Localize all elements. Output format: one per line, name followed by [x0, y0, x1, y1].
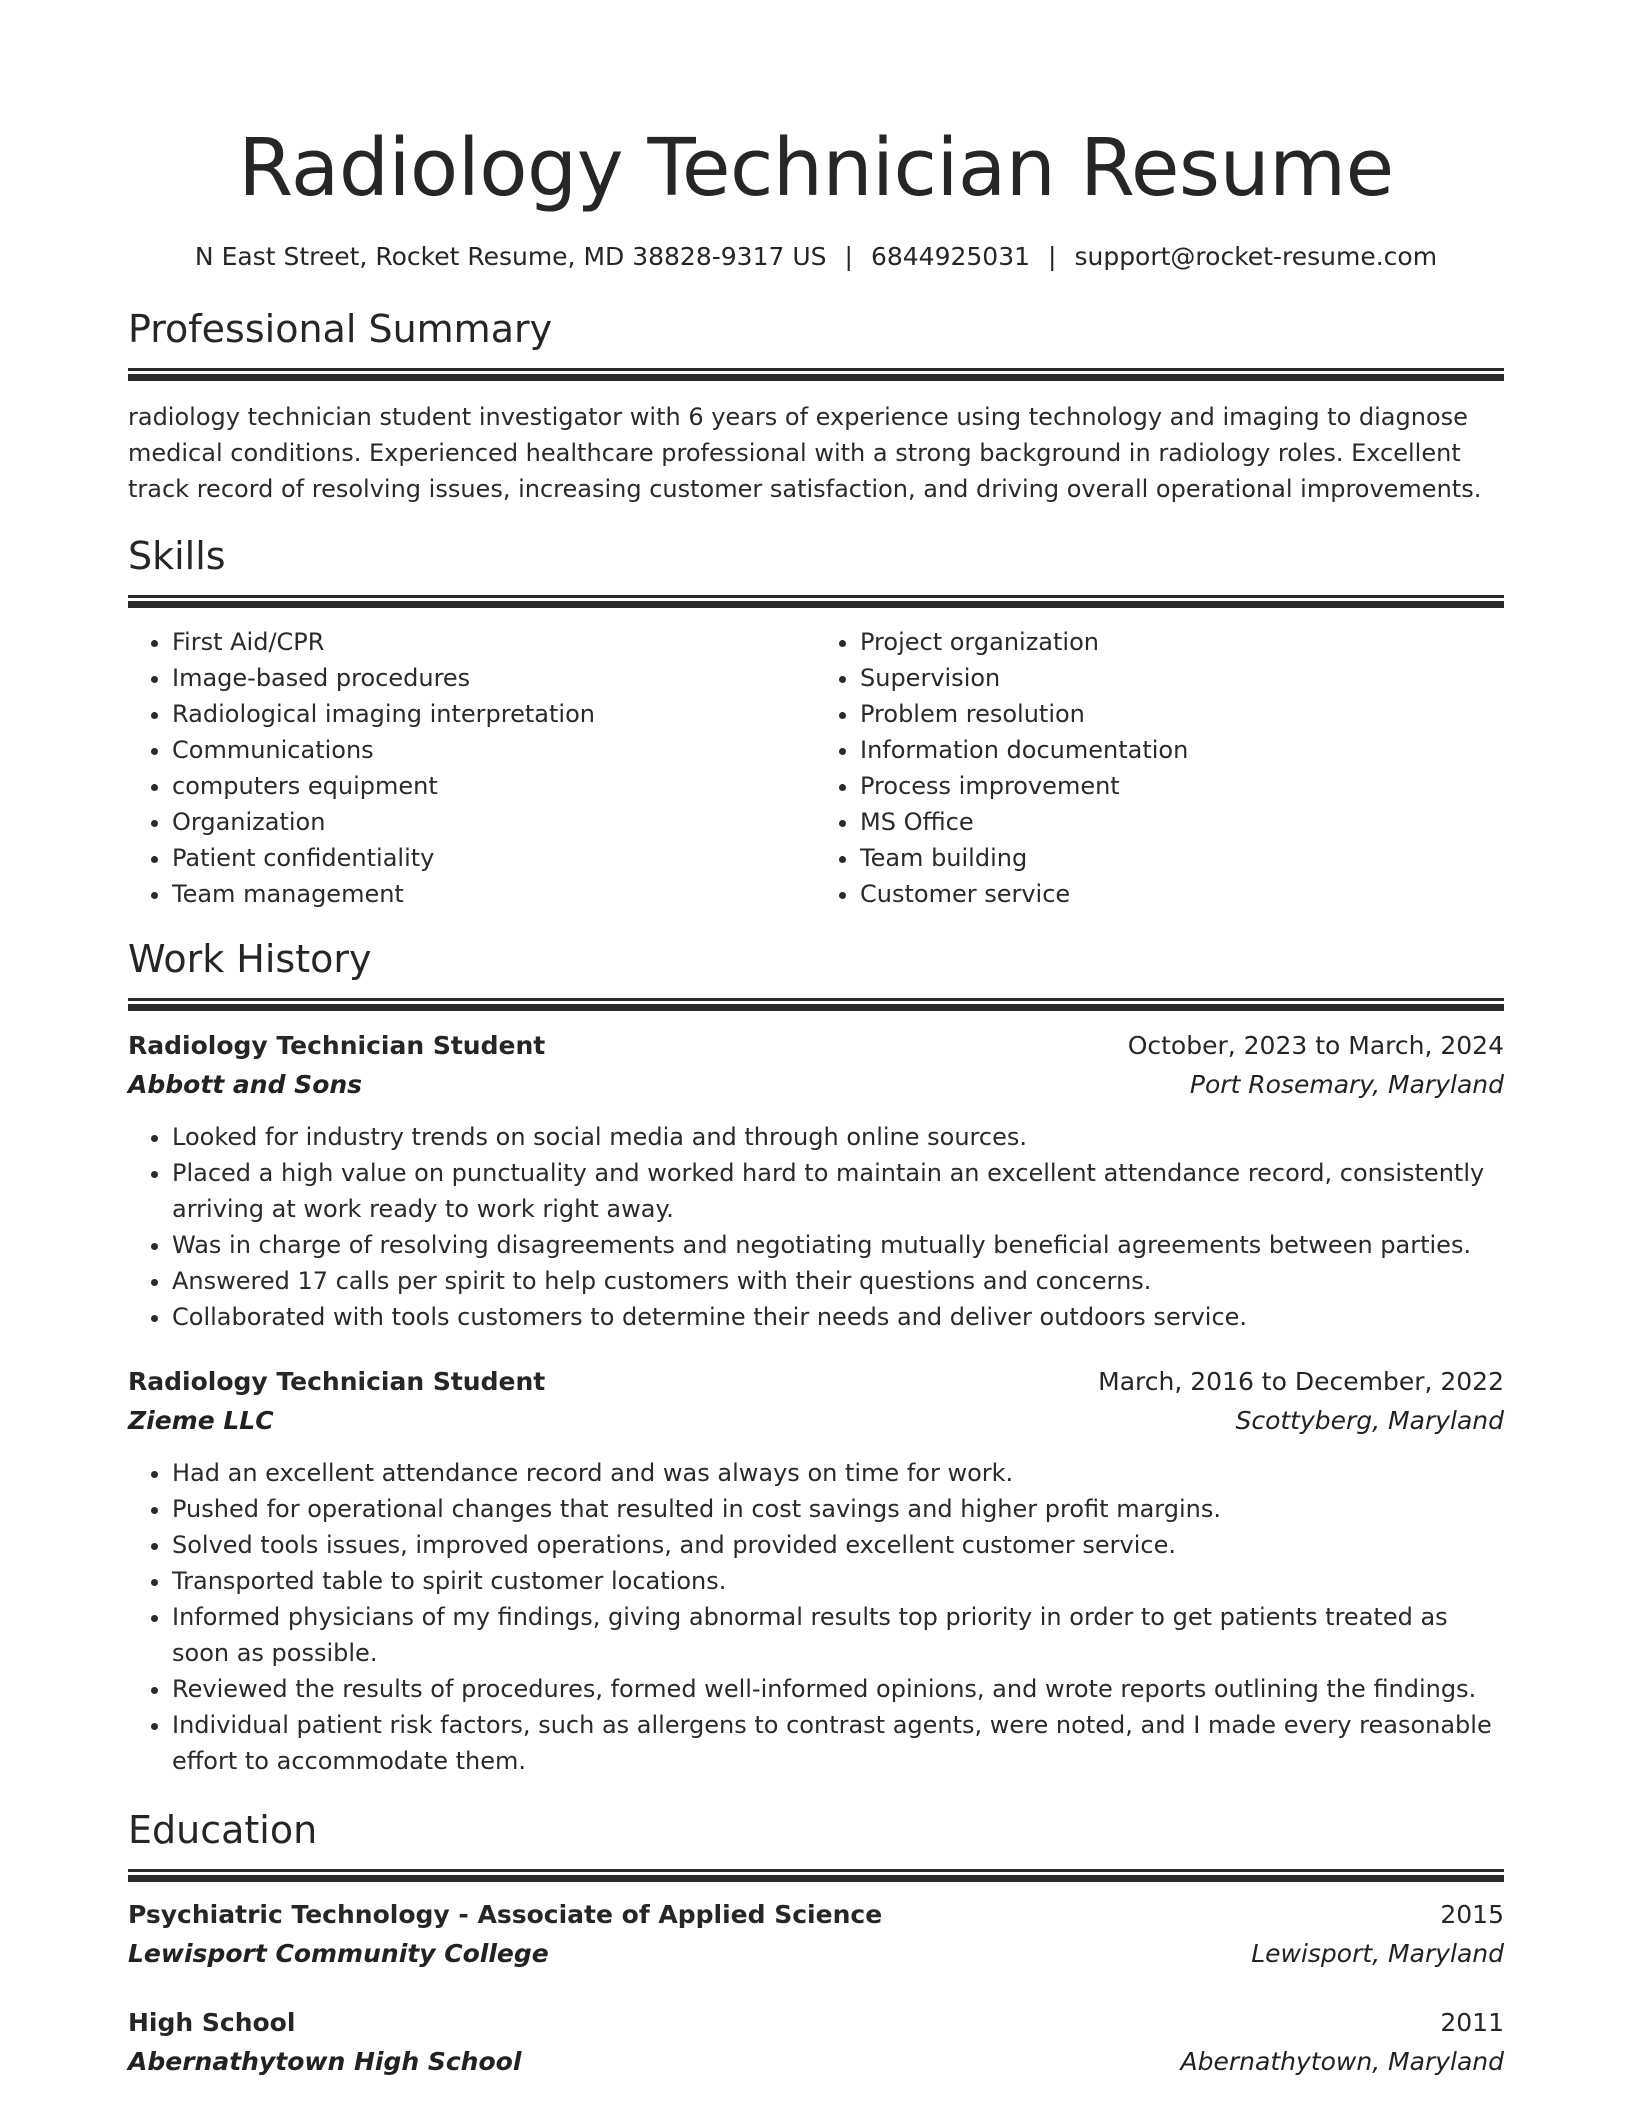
section-title-education: Education [128, 1808, 318, 1852]
contact-separator: | [1048, 242, 1057, 271]
section-divider [128, 595, 1504, 608]
section-divider [128, 1869, 1504, 1882]
education-section [128, 1805, 1504, 2082]
skill-item: • First Aid/CPR [172, 624, 816, 660]
skill-item: • Project organization [860, 624, 1504, 660]
job-dates: October, 2023 to March, 2024 [1127, 1031, 1504, 1060]
job-company: Zieme LLC [128, 1406, 274, 1435]
job-company: Abbott and Sons [128, 1070, 363, 1099]
skills-list-left [128, 624, 816, 912]
job-subheader [128, 1065, 1504, 1105]
education-school: Lewisport Community College [128, 1939, 549, 1968]
education-header [128, 1896, 1504, 1934]
education-location: Lewisport, Maryland [1251, 1939, 1504, 1968]
education-subheader [128, 2042, 1504, 2082]
skill-item: • Image-based procedures [172, 660, 816, 696]
skill-item: • MS Office [860, 804, 1504, 840]
skill-item: • Supervision [860, 660, 1504, 696]
section-divider [128, 368, 1504, 381]
skill-item: • Communications [172, 732, 816, 768]
skill-item: • Team building [860, 840, 1504, 876]
job-bullet: • Was in charge of resolving disagreements and negotiating mutually beneficial agreements between parties. [172, 1227, 1504, 1263]
skills-section [128, 531, 1504, 912]
job-bullet: • Individual patient risk factors, such as allergens to contrast agents, were noted, and I made every reasonable effort to accommodate them. [172, 1707, 1504, 1779]
education-location: Abernathytown, Maryland [1180, 2047, 1504, 2076]
section-title-skills: Skills [128, 534, 226, 578]
job-bullet: • Looked for industry trends on social media and through online sources. [172, 1119, 1504, 1155]
job-title: Radiology Technician Student [128, 1367, 546, 1396]
job-bullet: • Informed physicians of my findings, giving abnormal results top priority in order to get patients treated as soon as possible. [172, 1599, 1504, 1671]
education-entry [128, 1896, 1504, 1974]
section-divider [128, 998, 1504, 1011]
resume-title: Radiology Technician Resume [238, 122, 1394, 214]
contact-address: N East Street, Rocket Resume, MD 38828-9317 US [194, 242, 827, 271]
job-entry [128, 1363, 1504, 1779]
skill-item: • Customer service [860, 876, 1504, 912]
skill-item: • Problem resolution [860, 696, 1504, 732]
skill-item: • computers equipment [172, 768, 816, 804]
skill-item: • Process improvement [860, 768, 1504, 804]
education-header [128, 2004, 1504, 2042]
job-bullet: • Solved tools issues, improved operations, and provided excellent customer service. [172, 1527, 1504, 1563]
job-header [128, 1027, 1504, 1065]
contact-phone: 6844925031 [870, 242, 1031, 271]
job-bullet: • Collaborated with tools customers to determine their needs and deliver outdoors service. [172, 1299, 1504, 1335]
job-bullet: • Transported table to spirit customer locations. [172, 1563, 1504, 1599]
summary-text: radiology technician student investigator with 6 years of experience using technology and imaging to diagnose medical conditions. Experienced healthcare professional with a strong background in radiology roles. Excellent track record of resolving issues, increasing customer satisfaction, and driving overall operational improvements. [128, 403, 1482, 503]
work-section [128, 934, 1504, 1779]
job-bullet: • Had an excellent attendance record and was always on time for work. [172, 1455, 1504, 1491]
job-location: Scottyberg, Maryland [1235, 1406, 1504, 1435]
skill-item: • Organization [172, 804, 816, 840]
education-year: 2015 [1440, 1900, 1504, 1929]
skill-item: • Patient confidentiality [172, 840, 816, 876]
section-title-summary: Professional Summary [128, 307, 553, 351]
education-year: 2011 [1440, 2008, 1504, 2037]
job-header [128, 1363, 1504, 1401]
contact-email: support@rocket-resume.com [1074, 242, 1438, 271]
job-location: Port Rosemary, Maryland [1189, 1070, 1504, 1099]
job-subheader [128, 1401, 1504, 1441]
job-bullet: • Pushed for operational changes that resulted in cost savings and higher profit margins. [172, 1491, 1504, 1527]
job-entry [128, 1027, 1504, 1335]
job-bullet: • Reviewed the results of procedures, formed well-informed opinions, and wrote reports outlining the findings. [172, 1671, 1504, 1707]
job-bullets [128, 1119, 1504, 1335]
section-title-work: Work History [128, 937, 372, 981]
job-bullet: • Answered 17 calls per spirit to help customers with their questions and concerns. [172, 1263, 1504, 1299]
skill-item: • Information documentation [860, 732, 1504, 768]
job-bullets [128, 1455, 1504, 1779]
education-degree: High School [128, 2008, 296, 2037]
education-school: Abernathytown High School [128, 2047, 522, 2076]
skill-item: • Radiological imaging interpretation [172, 696, 816, 732]
job-title: Radiology Technician Student [128, 1031, 546, 1060]
job-bullet: • Placed a high value on punctuality and worked hard to maintain an excellent attendance record, consistently arriving at work ready to work right away. [172, 1155, 1504, 1227]
skills-list-right [816, 624, 1504, 912]
contact-separator: | [844, 242, 853, 271]
education-degree: Psychiatric Technology - Associate of Applied Science [128, 1900, 883, 1929]
education-subheader [128, 1934, 1504, 1974]
skills-columns [128, 624, 1504, 912]
job-dates: March, 2016 to December, 2022 [1098, 1367, 1504, 1396]
contact-line [128, 240, 1504, 274]
summary-section [128, 304, 1504, 507]
education-entry [128, 2004, 1504, 2082]
skill-item: • Team management [172, 876, 816, 912]
